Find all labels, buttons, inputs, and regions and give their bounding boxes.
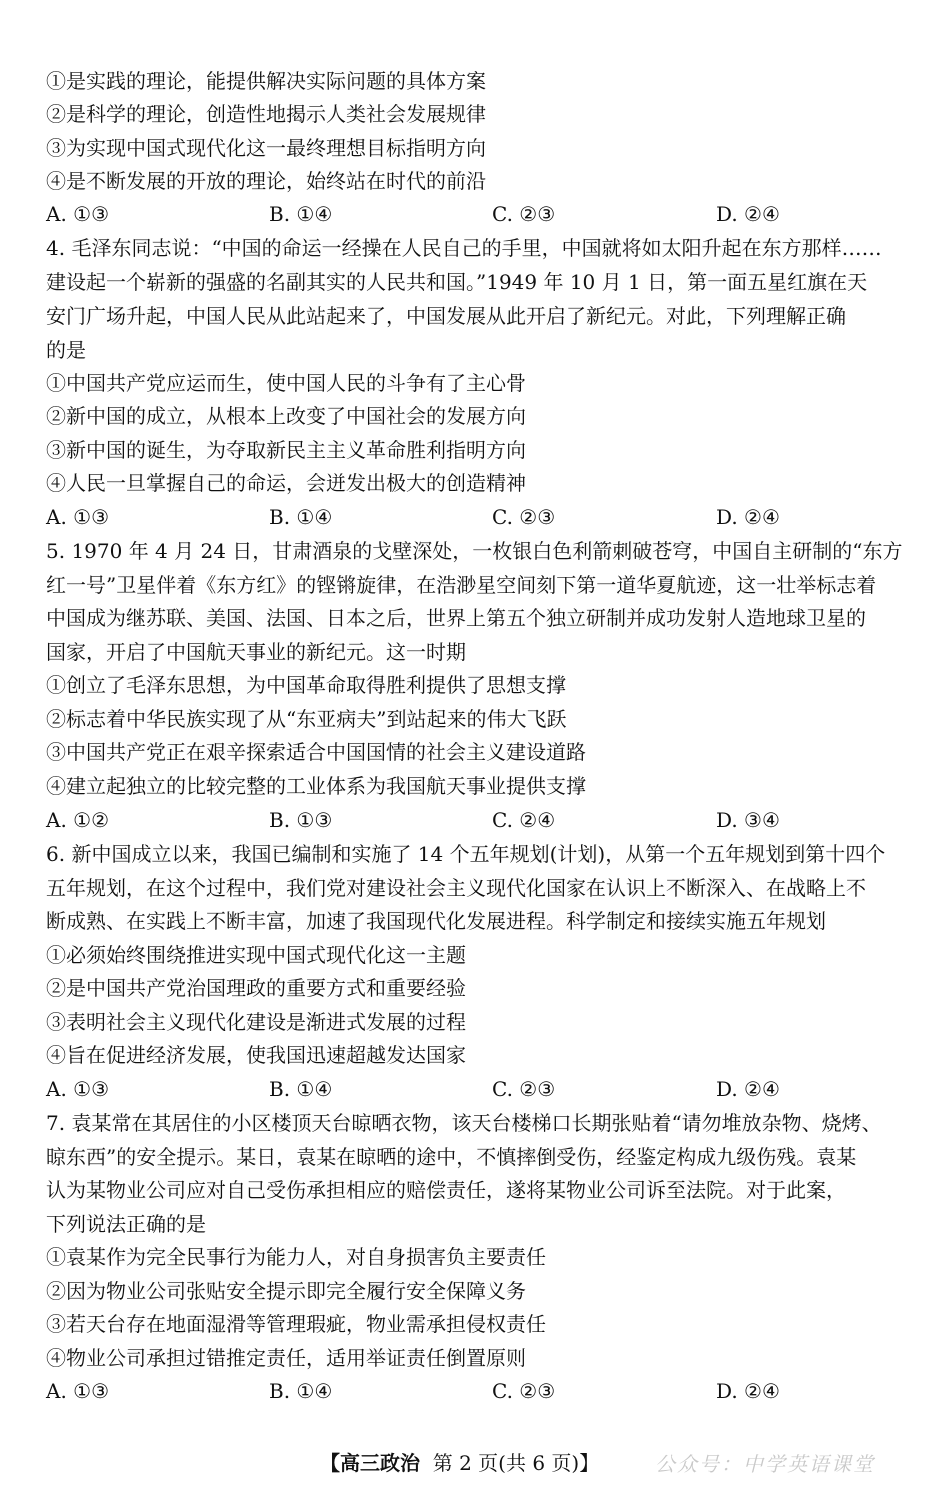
q6-option-3: ③表明社会主义现代化建设是渐进式发展的过程	[46, 1010, 466, 1034]
q6-stem-line: 五年规划，在这个过程中，我们党对建设社会主义现代化国家在认识上不断深入、在战略上不	[46, 876, 866, 900]
choice-c: C. ②③	[492, 505, 556, 529]
q5-option-4: ④建立起独立的比较完整的工业体系为我国航天事业提供支撑	[46, 774, 586, 798]
choice-b: B. ①③	[269, 808, 333, 832]
choice-b: B. ①④	[269, 1077, 333, 1101]
q7-option-3: ③若天台存在地面湿滑等管理瑕疵，物业需承担侵权责任	[46, 1312, 546, 1336]
q4-option-2: ②新中国的成立，从根本上改变了中国社会的发展方向	[46, 404, 526, 428]
q3-choices	[46, 200, 926, 228]
q6-stem-line: 断成熟、在实践上不断丰富，加速了我国现代化发展进程。科学制定和接续实施五年规划	[46, 909, 826, 933]
q4-option-4: ④人民一旦掌握自己的命运，会迸发出极大的创造精神	[46, 471, 526, 495]
q5-stem-line: 中国成为继苏联、美国、法国、日本之后，世界上第五个独立研制并成功发射人造地球卫星的	[46, 606, 866, 630]
q7-option-4: ④物业公司承担过错推定责任，适用举证责任倒置原则	[46, 1346, 526, 1370]
footer-label	[320, 1449, 599, 1477]
choice-d: D. ②④	[716, 202, 780, 226]
choice-d: D. ②④	[716, 1379, 780, 1403]
choice-d: D. ③④	[716, 808, 780, 832]
q7-option-2: ②因为物业公司张贴安全提示即完全履行安全保障义务	[46, 1279, 526, 1303]
q4-stem-line: 安门广场升起，中国人民从此站起来了，中国发展从此开启了新纪元。对此，下列理解正确	[46, 304, 846, 328]
q7-stem-line: 7. 袁某常在其居住的小区楼顶天台晾晒衣物，该天台楼梯口长期张贴着“请勿堆放杂物、烧烤、	[46, 1111, 882, 1135]
q6-choices	[46, 1075, 926, 1103]
q5-stem-line: 5. 1970 年 4 月 24 日，甘肃酒泉的戈壁深处，一枚银白色利箭刺破苍穹，中国自主研制的“东方	[46, 539, 903, 563]
q4-stem-line: 的是	[46, 338, 86, 362]
choice-b: B. ①④	[269, 1379, 333, 1403]
choice-d: D. ②④	[716, 1077, 780, 1101]
choice-c: C. ②④	[492, 808, 556, 832]
q4-option-3: ③新中国的诞生，为夺取新民主主义革命胜利指明方向	[46, 438, 526, 462]
q5-option-3: ③中国共产党正在艰辛探索适合中国国情的社会主义建设道路	[46, 740, 586, 764]
page-footer	[0, 1445, 950, 1481]
choice-a: A. ①③	[46, 1379, 110, 1403]
footer-subject: 【高三政治	[320, 1451, 420, 1475]
q4-stem-line: 建设起一个崭新的强盛的名副其实的人民共和国。”1949 年 10 月 1 日，第一面五星红旗在天	[46, 270, 868, 294]
choice-c: C. ②③	[492, 202, 556, 226]
q7-stem-line: 下列说法正确的是	[46, 1212, 206, 1236]
q3-option-3: ③为实现中国式现代化这一最终理想目标指明方向	[46, 136, 486, 160]
choice-b: B. ①④	[269, 505, 333, 529]
q4-choices	[46, 503, 926, 531]
choice-d: D. ②④	[716, 505, 780, 529]
q5-stem-line: 国家，开启了中国航天事业的新纪元。这一时期	[46, 640, 466, 664]
q5-choices	[46, 806, 926, 834]
q6-option-1: ①必须始终围绕推进实现中国式现代化这一主题	[46, 943, 466, 967]
q5-option-1: ①创立了毛泽东思想，为中国革命取得胜利提供了思想支撑	[46, 673, 566, 697]
choice-a: A. ①③	[46, 1077, 110, 1101]
q7-stem-line: 晾东西”的安全提示。某日，袁某在晾晒的途中，不慎摔倒受伤，经鉴定构成九级伤残。袁某	[46, 1145, 857, 1169]
choice-c: C. ②③	[492, 1379, 556, 1403]
q3-option-4: ④是不断发展的开放的理论，始终站在时代的前沿	[46, 169, 486, 193]
choice-b: B. ①④	[269, 202, 333, 226]
q5-stem-line: 红一号”卫星伴着《东方红》的铿锵旋律，在浩渺星空间刻下第一道华夏航迹，这一壮举标志着	[46, 573, 877, 597]
q5-option-2: ②标志着中华民族实现了从“东亚病夫”到站起来的伟大飞跃	[46, 707, 567, 731]
q3-option-1: ①是实践的理论，能提供解决实际问题的具体方案	[46, 69, 486, 93]
choice-a: A. ①②	[46, 808, 110, 832]
q4-stem-line: 4. 毛泽东同志说：“中国的命运一经操在人民自己的手里，中国就将如太阳升起在东方那样……	[46, 236, 882, 260]
q6-option-2: ②是中国共产党治国理政的重要方式和重要经验	[46, 976, 466, 1000]
q3-option-2: ②是科学的理论，创造性地揭示人类社会发展规律	[46, 102, 486, 126]
choice-a: A. ①③	[46, 202, 110, 226]
q7-stem-line: 认为某物业公司应对自己受伤承担相应的赔偿责任，遂将某物业公司诉至法院。对于此案，	[46, 1178, 846, 1202]
watermark-text: 公众号：中学英语课堂	[655, 1452, 875, 1476]
q4-option-1: ①中国共产党应运而生，使中国人民的斗争有了主心骨	[46, 371, 526, 395]
choice-a: A. ①③	[46, 505, 110, 529]
footer-page-number: 第 2 页(共 6 页)】	[432, 1451, 600, 1475]
q7-option-1: ①袁某作为完全民事行为能力人，对自身损害负主要责任	[46, 1245, 546, 1269]
q6-option-4: ④旨在促进经济发展，使我国迅速超越发达国家	[46, 1043, 466, 1067]
q7-choices	[46, 1377, 926, 1405]
choice-c: C. ②③	[492, 1077, 556, 1101]
q6-stem-line: 6. 新中国成立以来，我国已编制和实施了 14 个五年规划(计划)，从第一个五年规划到第十四个	[46, 842, 886, 866]
